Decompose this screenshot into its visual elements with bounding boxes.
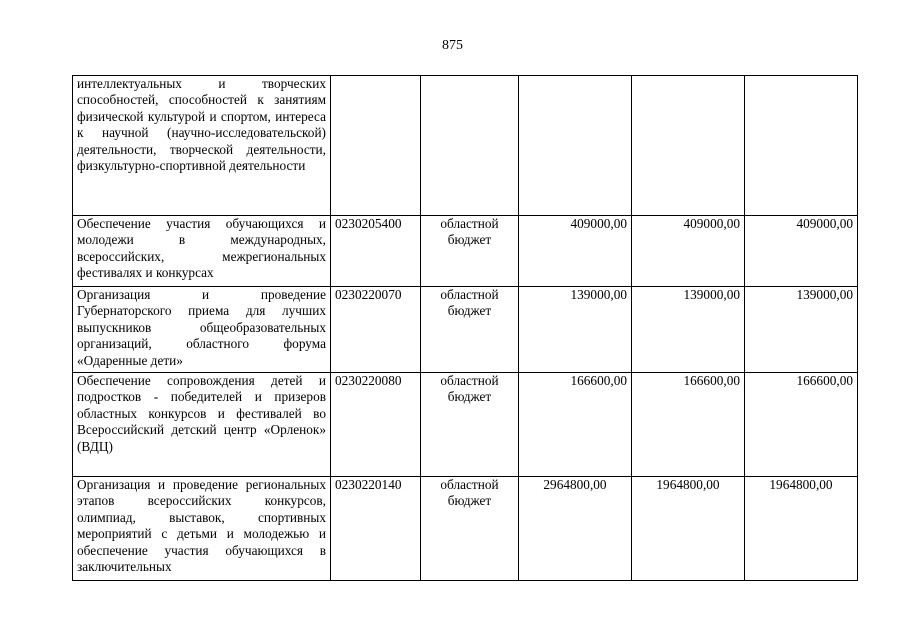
table-row xyxy=(73,216,858,287)
row-description: Обеспечение сопровождения детей и подростков - победителей и призеров областных конкурсов и фестивалей во Всероссийский детский центр «Орленок» (ВДЦ) xyxy=(73,373,331,477)
row-value-3: 1964800,00 xyxy=(745,477,858,581)
row-value-2: 166600,00 xyxy=(632,373,745,477)
row-value-2: 1964800,00 xyxy=(632,477,745,581)
row-code xyxy=(331,76,421,216)
row-value-2 xyxy=(632,76,745,216)
row-value-3: 409000,00 xyxy=(745,216,858,287)
table-row xyxy=(73,373,858,477)
row-code: 0230220070 xyxy=(331,287,421,373)
row-value-1: 139000,00 xyxy=(519,287,632,373)
row-source: областной бюджет xyxy=(421,477,519,581)
budget-table xyxy=(72,75,858,581)
row-source: областной бюджет xyxy=(421,216,519,287)
row-code: 0230220140 xyxy=(331,477,421,581)
row-value-2: 139000,00 xyxy=(632,287,745,373)
row-code: 0230205400 xyxy=(331,216,421,287)
row-description: интеллектуальных и творческих способностей, способностей к занятиям физической культурой и спортом, интереса к научной (научно-исследовательской) деятельности, творческой деятельности, физкультурно-спортивной деятельности xyxy=(73,76,331,216)
row-code: 0230220080 xyxy=(331,373,421,477)
row-value-1: 409000,00 xyxy=(519,216,632,287)
row-value-1: 166600,00 xyxy=(519,373,632,477)
row-value-3 xyxy=(745,76,858,216)
table-row xyxy=(73,76,858,216)
page-number: 875 xyxy=(442,38,463,53)
row-description: Организация и проведение региональных этапов всероссийских конкурсов, олимпиад, выставок, спортивных мероприятий с детьми и молодежью и обеспечение участия обучающихся в заключительных xyxy=(73,477,331,581)
row-source xyxy=(421,76,519,216)
row-source: областной бюджет xyxy=(421,373,519,477)
row-value-2: 409000,00 xyxy=(632,216,745,287)
row-value-3: 139000,00 xyxy=(745,287,858,373)
row-description: Обеспечение участия обучающихся и молодежи в международных, всероссийских, межрегиональных фестивалях и конкурсах xyxy=(73,216,331,287)
row-source: областной бюджет xyxy=(421,287,519,373)
row-description: Организация и проведение Губернаторского приема для лучших выпускников общеобразовательных организаций, областного форума «Одаренные дети» xyxy=(73,287,331,373)
row-value-1: 2964800,00 xyxy=(519,477,632,581)
table-row xyxy=(73,477,858,581)
row-value-1 xyxy=(519,76,632,216)
table-row xyxy=(73,287,858,373)
row-value-3: 166600,00 xyxy=(745,373,858,477)
